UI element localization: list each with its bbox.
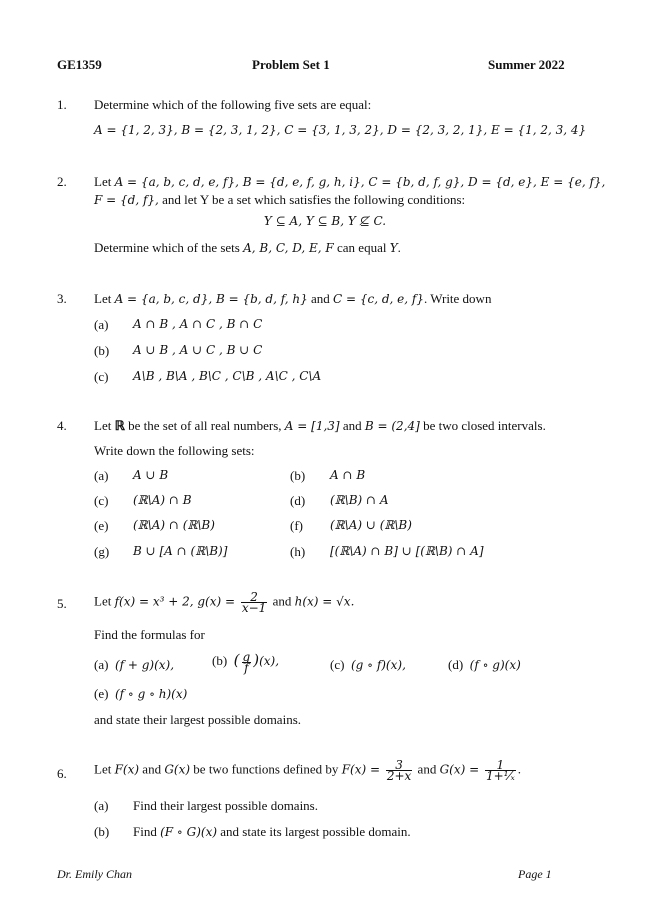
q5-number: 5. <box>57 596 67 611</box>
q5-part-expr: (f ∘ g)(x) <box>469 658 521 672</box>
q4-and: and <box>339 418 365 433</box>
q4-part-expr: (ℝ\A) ∪ (ℝ\B) <box>330 518 412 532</box>
q4-part-label: (a) <box>94 468 109 483</box>
q2-line2 <box>94 192 465 208</box>
q3-intro <box>94 291 491 307</box>
q4-part-label: (c) <box>94 493 109 508</box>
q4-part-label: (f) <box>290 518 303 533</box>
q3-let: Let <box>94 291 115 306</box>
q5-part-expr: (f + g)(x), <box>114 658 175 672</box>
q6-find: Find <box>133 824 161 839</box>
q2-number: 2. <box>57 174 67 189</box>
q3-and: and <box>307 291 333 306</box>
q2-ask-sets: A, B, C, D, E, F <box>243 241 334 255</box>
q4-part-expr: (ℝ\A) ∩ (ℝ\B) <box>133 518 215 532</box>
q3-part-label: (a) <box>94 317 109 332</box>
course-code: GE1359 <box>57 57 102 72</box>
q4-part-expr: [(ℝ\A) ∩ B] ∪ [(ℝ\B) ∩ A] <box>330 544 484 558</box>
q5-part-e <box>94 686 187 702</box>
q4-part-label: (e) <box>94 518 109 533</box>
q5-g-denominator: x−1 <box>241 601 267 615</box>
q5-gf-fraction <box>242 649 252 675</box>
q6-F-def: F(x) = <box>341 762 384 777</box>
q5-part-expr: (x), <box>259 654 280 668</box>
q4-interval-a: A = [1,3] <box>284 419 340 433</box>
footer-page: Page 1 <box>518 867 552 881</box>
q5-part-a <box>94 657 174 673</box>
q6-number: 6. <box>57 766 67 781</box>
q6-F-denominator: 2+x <box>386 769 412 783</box>
q5-gf-numerator: g <box>242 649 251 664</box>
q2-ask-end: . <box>397 240 401 255</box>
q5-and: and <box>269 593 295 609</box>
q5-g-fraction <box>241 592 267 613</box>
q2-ask-mid: can equal <box>333 240 390 255</box>
q4-part-label: (d) <box>290 493 306 508</box>
q4-line1 <box>94 418 546 434</box>
q4-part-expr: B ∪ [A ∩ (ℝ\B)] <box>133 544 228 558</box>
q2-ask-pre: Determine which of the sets <box>94 240 244 255</box>
q5-part-expr: (f ∘ g ∘ h)(x) <box>114 687 188 701</box>
q3-number: 3. <box>57 291 67 306</box>
q4-let: Let <box>94 418 115 433</box>
q6-Gx: G(x) <box>164 762 191 777</box>
q5-g-numerator: 2 <box>241 592 267 603</box>
q6-G-def: G(x) = <box>439 762 483 777</box>
q6-F-fraction <box>386 760 412 781</box>
q6-and1: and <box>139 761 165 777</box>
q6-G-numerator: 1 <box>485 760 516 771</box>
q1-text: Determine which of the following five sets are equal: <box>94 97 372 112</box>
q5-part-d <box>448 657 521 673</box>
document-title: Problem Set 1 <box>252 57 330 72</box>
q3-write: . Write down <box>423 291 492 306</box>
q6-definitions <box>94 760 521 781</box>
q4-line1-end: be two closed intervals. <box>419 418 546 433</box>
q4-line2: Write down the following sets: <box>94 443 255 458</box>
q5-fg: f(x) = x³ + 2, g(x) = <box>114 594 239 609</box>
q6-part-label: (a) <box>94 798 109 813</box>
q5-let: Let <box>94 593 115 609</box>
q4-part-label: (g) <box>94 544 110 559</box>
q2-sets: A = {a, b, c, d, e, f}, B = {d, e, f, g, h, i}, C = {b, d, f, g}, D = {d, e}, E = {e, f}, <box>114 175 606 189</box>
q3-part-expr: A ∪ B , A ∪ C , B ∪ C <box>133 343 263 357</box>
q5-part-label: (c) <box>330 657 345 672</box>
q6-part-label: (b) <box>94 824 110 839</box>
q5-part-label: (b) <box>212 653 228 668</box>
q6-part-text: Find their largest possible domains. <box>133 798 318 813</box>
q5-part-c <box>330 657 406 673</box>
q4-part-expr: (ℝ\A) ∩ B <box>133 493 192 507</box>
q6-let: Let <box>94 761 115 777</box>
q5-part-label: (d) <box>448 657 464 672</box>
term: Summer 2022 <box>488 57 565 72</box>
q3-sets-ab: A = {a, b, c, d}, B = {b, d, f, h} <box>114 292 308 306</box>
q6-G-fraction <box>485 760 516 781</box>
q2-let: Let <box>94 174 115 189</box>
q4-part-expr: A ∩ B <box>330 468 366 482</box>
q2-ask-y: Y <box>389 241 398 255</box>
q6-G-denominator: 1+¹⁄ₓ <box>485 769 515 783</box>
q1-sets: A = {1, 2, 3}, B = {2, 3, 1, 2}, C = {3, 1, 3, 2}, D = {2, 3, 2, 1}, E = {1, 2, 3, 4} <box>94 123 587 137</box>
q6-and2: and <box>414 761 440 777</box>
q5-domains: and state their largest possible domains. <box>94 712 301 727</box>
q2-set-f: F = {d, f}, <box>94 193 159 207</box>
q5-h: h(x) = √x. <box>294 594 355 609</box>
q5-part-label: (e) <box>94 686 109 701</box>
q3-part-expr: A ∩ B , A ∩ C , B ∩ C <box>133 317 263 331</box>
q5-find: Find the formulas for <box>94 627 205 642</box>
q5-part-expr: (g ∘ f)(x), <box>350 658 406 672</box>
q2-line1 <box>94 174 605 190</box>
q5-part-b: (b) ( $\frac{g}{f}$ )(x), <box>212 649 280 675</box>
q1-number: 1. <box>57 97 67 112</box>
q4-number: 4. <box>57 418 67 433</box>
q4-line1-mid: be the set of all real numbers, <box>124 418 285 433</box>
q6-part-text <box>133 824 411 840</box>
q2-ask <box>94 240 401 256</box>
q2-conditions: Y ⊆ A, Y ⊆ B, Y ⊈ C. <box>263 214 387 228</box>
q6-mid: be two functions defined by <box>190 761 342 777</box>
q3-part-label: (c) <box>94 369 109 384</box>
q2-line2-text: and let Y be a set which satisfies the following conditions: <box>158 192 466 207</box>
q5-gf-denominator: f <box>244 660 249 675</box>
q4-part-expr: (ℝ\B) ∩ A <box>330 493 389 507</box>
q6-state: and state its largest possible domain. <box>217 824 411 839</box>
q3-part-label: (b) <box>94 343 110 358</box>
q4-part-label: (h) <box>290 544 306 559</box>
q4-part-expr: A ∪ B <box>133 468 169 482</box>
q5-definitions <box>94 592 354 613</box>
footer-author: Dr. Emily Chan <box>57 867 132 881</box>
q4-interval-b: B = (2,4] <box>364 419 420 433</box>
q6-F-numerator: 3 <box>386 760 412 771</box>
q5-part-label: (a) <box>94 657 109 672</box>
q3-part-expr: A\B , B\A , B\C , C\B , A\C , C\A <box>133 369 322 383</box>
q6-composition: (F ∘ G)(x) <box>160 825 218 839</box>
q4-reals: ℝ <box>114 418 125 433</box>
q4-part-label: (b) <box>290 468 306 483</box>
q3-set-c: C = {c, d, e, f} <box>333 292 424 306</box>
q6-Fx: F(x) <box>114 762 140 777</box>
q6-end: . <box>517 761 521 777</box>
